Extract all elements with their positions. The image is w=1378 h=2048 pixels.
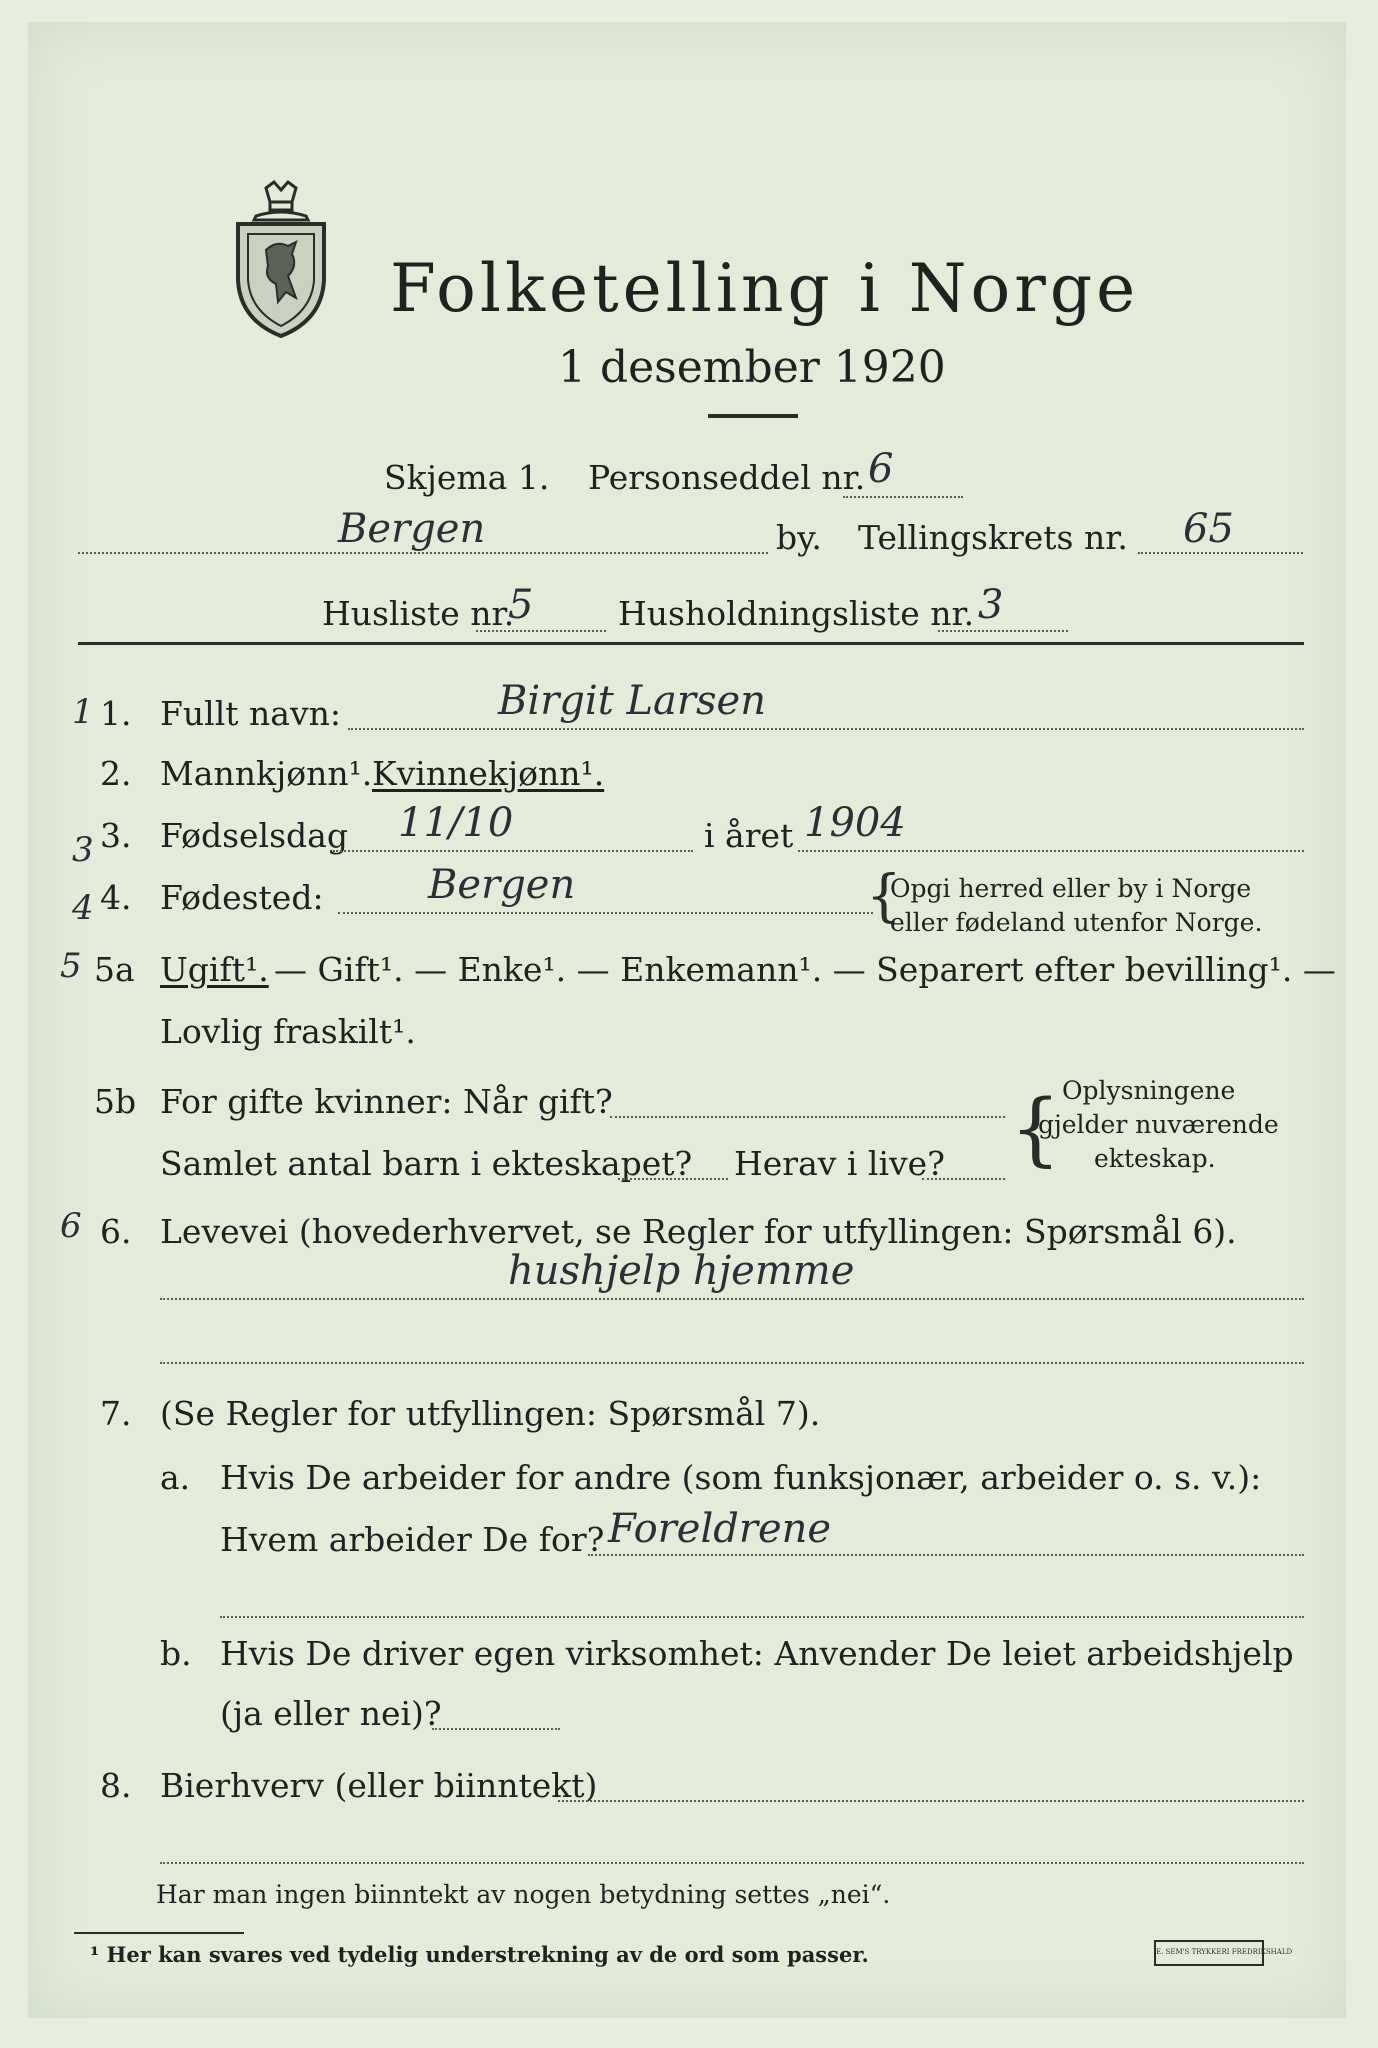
q3-number: 3. bbox=[100, 816, 132, 855]
q4-value: Bergen bbox=[428, 862, 576, 908]
q7b-answer-line bbox=[432, 1728, 560, 1730]
by-label: by. bbox=[776, 518, 822, 557]
q5b-label3: Herav i live? bbox=[734, 1144, 945, 1183]
q5a-options: — Gift¹. — Enke¹. — Enkemann¹. — Separert efter bevilling¹. — bbox=[274, 950, 1336, 989]
q6-number: 6. bbox=[100, 1212, 132, 1251]
husholdningsliste-label: Husholdningsliste nr. bbox=[618, 594, 975, 633]
q3-year-value: 1904 bbox=[804, 800, 906, 846]
tellingskrets-line bbox=[1138, 552, 1303, 554]
q5b-alive-line bbox=[922, 1178, 1005, 1180]
q3-date-line bbox=[333, 850, 693, 852]
tellingskrets-label: Tellingskrets nr. bbox=[858, 518, 1128, 557]
q7a-number: a. bbox=[160, 1458, 191, 1497]
personseddel-label: Personseddel nr. bbox=[588, 458, 866, 497]
q7b-line1: Hvis De driver egen virksomhet: Anvender De leiet arbeidshjelp bbox=[220, 1634, 1294, 1673]
footnote-rule bbox=[74, 1932, 244, 1934]
q3-date-value: 11/10 bbox=[398, 800, 514, 846]
q7b-line2: (ja eller nei)? bbox=[220, 1694, 442, 1733]
q7a-answer-line bbox=[588, 1554, 1304, 1556]
footnote: ¹ Her kan svares ved tydelig understrekning av de ord som passer. bbox=[90, 1942, 869, 1967]
husliste-line bbox=[476, 630, 606, 632]
q5b-label2: Samlet antal barn i ekteskapet? bbox=[160, 1144, 693, 1183]
city-line bbox=[78, 552, 768, 554]
q4-note-line2: eller fødeland utenfor Norge. bbox=[890, 908, 1263, 937]
q7-number: 7. bbox=[100, 1394, 132, 1433]
q5b-number: 5b bbox=[94, 1082, 137, 1121]
q3-year-line bbox=[798, 850, 1304, 852]
q5b-note-line2: gjelder nuværende bbox=[1038, 1110, 1279, 1139]
husliste-label: Husliste nr. bbox=[322, 594, 515, 633]
title-divider bbox=[708, 414, 798, 418]
personseddel-line bbox=[843, 496, 963, 498]
q7b-number: b. bbox=[160, 1634, 192, 1673]
q6-line1 bbox=[160, 1298, 1304, 1300]
q4-brace: { bbox=[866, 864, 902, 929]
personseddel-value: 6 bbox=[868, 446, 894, 492]
q5b-brace: { bbox=[1010, 1082, 1061, 1175]
q8-line1 bbox=[558, 1800, 1304, 1802]
q4-label: Fødested: bbox=[160, 878, 324, 917]
form-title: Folketelling i Norge bbox=[390, 250, 1140, 327]
q2-female: Kvinnekjønn¹. bbox=[372, 754, 605, 793]
q1-line bbox=[348, 728, 1304, 730]
q5a-number: 5a bbox=[94, 950, 135, 989]
q5a-ugift: Ugift¹. bbox=[160, 950, 269, 989]
q7a-extra-line bbox=[220, 1616, 1304, 1618]
q7a-line1: Hvis De arbeider for andre (som funksjonær, arbeider o. s. v.): bbox=[220, 1458, 1262, 1497]
q2-male: Mannkjønn¹. bbox=[160, 754, 373, 793]
q5b-note-line1: Oplysningene bbox=[1062, 1076, 1236, 1105]
q1-value: Birgit Larsen bbox=[498, 678, 766, 724]
husholdningsliste-value: 3 bbox=[978, 582, 1004, 628]
q5a-line2: Lovlig fraskilt¹. bbox=[160, 1012, 416, 1051]
margin-mark-5: 5 bbox=[60, 946, 82, 986]
q1-number: 1. bbox=[100, 694, 132, 733]
coat-of-arms-icon bbox=[226, 180, 336, 340]
q4-note-line1: Opgi herred eller by i Norge bbox=[890, 874, 1252, 903]
q4-line bbox=[338, 912, 873, 914]
husliste-value: 5 bbox=[508, 582, 534, 628]
margin-mark-4: 4 bbox=[72, 888, 94, 928]
q2-number: 2. bbox=[100, 754, 132, 793]
header-rule bbox=[78, 642, 1304, 645]
q7-label: (Se Regler for utfyllingen: Spørsmål 7). bbox=[160, 1394, 821, 1433]
q1-label: Fullt navn: bbox=[160, 694, 341, 733]
q8-number: 8. bbox=[100, 1766, 132, 1805]
q6-label: Levevei (hovederhvervet, se Regler for utfyllingen: Spørsmål 6). bbox=[160, 1212, 1237, 1251]
q5b-label1: For gifte kvinner: Når gift? bbox=[160, 1082, 613, 1121]
q5b-children-line bbox=[618, 1178, 728, 1180]
margin-mark-6: 6 bbox=[60, 1206, 82, 1246]
q3-label: Fødselsdag bbox=[160, 816, 348, 855]
q6-line2 bbox=[160, 1362, 1304, 1364]
margin-mark-3: 3 bbox=[72, 830, 94, 870]
q7a-value: Foreldrene bbox=[608, 1506, 832, 1552]
form-date: 1 desember 1920 bbox=[558, 342, 946, 393]
margin-mark-1: 1 bbox=[72, 692, 94, 732]
q5b-note-line3: ekteskap. bbox=[1094, 1144, 1216, 1173]
q5b-married-line bbox=[610, 1116, 1005, 1118]
city-value: Bergen bbox=[338, 506, 486, 552]
q6-value: hushjelp hjemme bbox=[508, 1248, 855, 1294]
skjema-label: Skjema 1. bbox=[384, 458, 550, 497]
footer-note: Har man ingen biinntekt av nogen betydning settes „nei“. bbox=[156, 1880, 891, 1909]
tellingskrets-value: 65 bbox=[1183, 506, 1234, 552]
q3-year-label: i året bbox=[704, 816, 794, 855]
printer-stamp: E. SEM'S TRYKKERI FREDRIKSHALD bbox=[1154, 1940, 1264, 1966]
q8-label: Bierhverv (eller biinntekt) bbox=[160, 1766, 598, 1805]
q7a-line2: Hvem arbeider De for? bbox=[220, 1520, 605, 1559]
q4-number: 4. bbox=[100, 878, 132, 917]
husholdningsliste-line bbox=[938, 630, 1068, 632]
census-form bbox=[28, 22, 1346, 2018]
q8-line2 bbox=[160, 1862, 1304, 1864]
